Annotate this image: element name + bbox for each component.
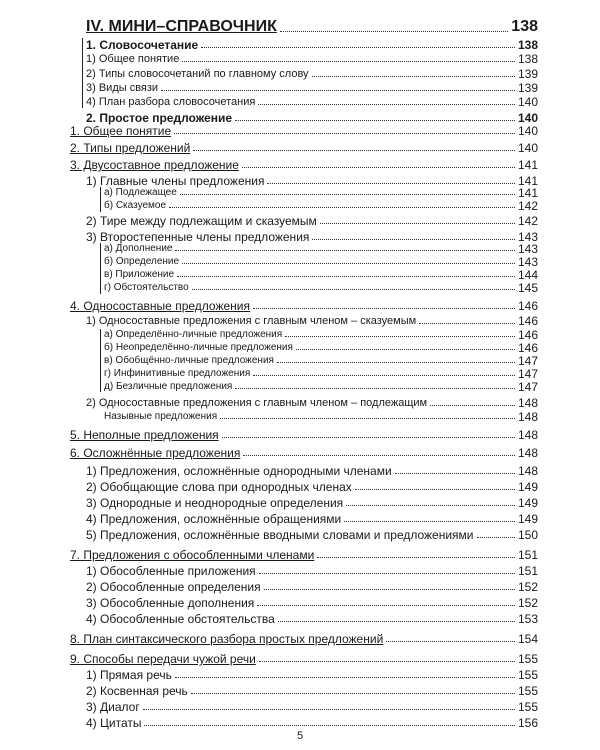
toc-entry-title: г) Инфинитивные предложения [104,368,251,379]
toc-leader-dots [280,31,508,32]
toc-leader-dots [278,621,515,622]
toc-leader-dots [161,90,515,91]
toc-leader-dots [201,47,515,48]
toc-entry-page: 143 [517,255,538,269]
toc-entry-title: 4) План разбора словосочетания [86,96,256,108]
toc-entry-page: 143 [517,230,538,244]
toc-entry-title: д) Безличные предложения [104,381,233,392]
toc-entry [86,668,538,682]
toc-leader-dots [259,661,515,662]
page-number: 5 [296,730,304,742]
toc-entry-page: 138 [517,38,538,52]
toc-entry-title: 4. Односоставные предложения [70,299,250,313]
toc-leader-dots [430,405,515,406]
toc-entry-page: 149 [517,496,538,510]
toc-entry-title: 2) Односоставные предложения с главным членом – подлежащим [86,397,428,409]
toc-entry-title: 3) Однородные и неоднородные определения [86,496,344,510]
toc-leader-dots [253,375,515,376]
toc-entry-title: а) Определённо-личные предложения [104,329,283,340]
toc-entry-title: 5) Предложения, осложнённые вводными словами и предложениями [86,528,474,542]
toc-leader-dots [320,223,515,224]
toc-entry [86,174,538,188]
toc-entry-title: а) Дополнение [104,243,173,254]
toc-entry-title: 4) Цитаты [86,716,142,730]
toc-entry-page: 151 [517,564,538,578]
toc-entry [86,496,538,510]
toc-entry [70,548,538,562]
toc-entry-title: 1) Общее понятие [86,53,180,65]
toc-entry [86,564,538,578]
toc-entry-title: 8. План синтаксического разбора простых предложений [70,632,384,646]
toc-leader-dots [174,133,515,134]
toc-leader-dots [144,725,514,726]
toc-entry-page: 146 [517,299,538,313]
toc-entry-page: 148 [517,464,538,478]
toc-entry-title: Назывные предложения [104,411,218,422]
toc-leader-dots [312,76,515,77]
toc-leader-dots [296,349,515,350]
toc-entry-title: 3. Двусоставное предложение [70,158,239,172]
toc-entry-page: 139 [517,67,538,81]
toc-entry-title: 1) Обособленные приложения [86,564,256,578]
toc-leader-dots [317,557,515,558]
toc-entry [86,111,538,125]
toc-entry-title: 1) Предложения, осложнённые однородными членами [86,464,392,478]
toc-entry-page: 147 [517,380,538,394]
toc-entry-page: 148 [517,428,538,442]
toc-leader-dots [182,263,515,264]
toc-leader-dots [419,323,515,324]
toc-entry-title: б) Сказуемое [104,200,167,211]
toc-leader-dots [344,521,515,522]
toc-leader-dots [182,61,515,62]
toc-entry-page: 145 [517,281,538,295]
toc-entry-page: 152 [517,596,538,610]
toc-entry-title: 7. Предложения с обособленными членами [70,548,315,562]
toc-leader-dots [143,709,515,710]
toc-entry-page: 150 [517,528,538,542]
toc-entry [86,580,538,594]
toc-entry-page: 153 [517,612,538,626]
toc-entry [70,652,538,666]
toc-entry-page: 147 [517,354,538,368]
toc-entry [86,315,538,328]
section-rule [100,329,101,392]
toc-entry [104,243,538,255]
toc-leader-dots [222,437,515,438]
toc-entry [86,38,538,52]
toc-entry [70,299,538,313]
toc-entry-title: 3) Обособленные дополнения [86,596,255,610]
toc-leader-dots [193,150,515,151]
toc-entry [70,141,538,155]
toc-entry [104,256,538,268]
toc-entry [104,411,538,423]
toc-entry [86,18,538,36]
section-rule [82,38,83,108]
toc-entry-page: 142 [517,214,538,228]
toc-entry-title: 2) Типы словосочетаний по главному слову [86,68,309,80]
toc-entry [104,200,538,212]
toc-entry-page: 155 [517,700,538,714]
toc-entry-title: 9. Способы передачи чужой речи [70,652,256,666]
toc-entry-page: 151 [517,548,538,562]
toc-entry [86,480,538,494]
toc-entry [104,329,538,341]
toc-leader-dots [175,677,515,678]
toc-leader-dots [242,167,515,168]
toc-entry-page: 138 [517,52,538,66]
toc-leader-dots [477,537,515,538]
toc-entry [86,716,538,730]
toc-leader-dots [191,693,515,694]
toc-entry-page: 140 [517,111,538,125]
toc-entry-title: 3) Диалог [86,700,140,714]
toc-entry-page: 146 [517,314,538,328]
toc-entry-page: 139 [517,81,538,95]
toc-entry [86,53,538,66]
toc-entry [70,428,538,442]
toc-entry [86,397,538,410]
toc-entry-page: 155 [517,668,538,682]
toc-entry-title: б) Определение [104,256,180,267]
toc-leader-dots [253,308,515,309]
toc-entry-title: 2. Простое предложение [86,111,233,125]
toc-leader-dots [169,207,515,208]
toc-leader-dots [175,250,515,251]
toc-entry-page: 146 [517,341,538,355]
toc-entry-page: 141 [517,174,538,188]
toc-leader-dots [395,473,515,474]
toc-entry-page: 149 [517,480,538,494]
toc-entry [86,68,538,81]
toc-entry-title: 2) Тире между подлежащим и сказуемым [86,214,317,228]
toc-entry-title: 1) Главные члены предложения [86,174,265,188]
toc-leader-dots [235,120,515,121]
toc-entry [86,684,538,698]
toc-entry-page: 141 [517,186,538,200]
toc-entry [86,700,538,714]
toc-entry-page: 155 [517,684,538,698]
toc-entry-title: а) Подлежащее [104,187,177,198]
toc-leader-dots [258,104,515,105]
toc-entry-page: 144 [517,268,538,282]
toc-entry-page: 148 [517,446,538,460]
toc-entry [86,214,538,228]
toc-entry-title: 1. Общее понятие [70,124,172,138]
toc-leader-dots [243,455,515,456]
toc-entry-page: 156 [517,716,538,730]
section-rule [100,243,101,294]
toc-leader-dots [346,505,515,506]
toc-leader-dots [177,276,515,277]
toc-entry-title: 3) Второстепенные члены предложения [86,230,310,244]
toc-leader-dots [259,573,515,574]
toc-leader-dots [192,289,515,290]
toc-entry-page: 149 [517,512,538,526]
toc-leader-dots [220,418,515,419]
toc-entry-title: 1) Односоставные предложения с главным членом – сказуемым [86,315,417,327]
toc-entry-title: 2) Косвенная речь [86,684,188,698]
toc-leader-dots [180,194,515,195]
toc-entry-page: 155 [517,652,538,666]
toc-entry-title: б) Неопределённо-личные предложения [104,342,293,353]
toc-leader-dots [355,489,515,490]
toc-entry [86,230,538,244]
toc-leader-dots [235,388,515,389]
toc-entry-title: 6. Осложнённые предложения [70,446,241,460]
toc-entry-title: IV. МИНИ–СПРАВОЧНИК [86,18,277,35]
toc-entry-title: в) Обобщённо-личные предложения [104,355,274,366]
toc-leader-dots [277,362,515,363]
toc-entry [86,528,538,542]
section-rule [100,187,101,212]
toc-entry-page: 142 [517,199,538,213]
toc-leader-dots [267,183,515,184]
toc-entry [86,464,538,478]
toc-entry-title: 2. Типы предложений [70,141,191,155]
toc-entry [86,612,538,626]
toc-leader-dots [312,239,515,240]
toc-entry-title: 1. Словосочетание [86,38,199,52]
toc-entry-title: 4) Обособленные обстоятельства [86,612,275,626]
toc-entry-title: в) Приложение [104,269,175,280]
toc-entry [86,512,538,526]
toc-entry-title: г) Обстоятельство [104,282,189,293]
toc-entry [104,381,538,393]
toc-entry [104,342,538,354]
toc-entry-page: 140 [517,95,538,109]
toc-entry-page: 148 [517,410,538,424]
toc-entry-title: 2) Обобщающие слова при однородных членах [86,480,352,494]
toc-entry-page: 143 [517,242,538,256]
toc-entry-page: 146 [517,328,538,342]
toc-entry-page: 140 [517,124,538,138]
toc-entry [86,96,538,109]
toc-entry [70,632,538,646]
toc-entry-page: 138 [511,18,538,35]
toc-entry [104,282,538,294]
toc-leader-dots [386,641,515,642]
toc-entry-page: 148 [517,396,538,410]
toc-entry-page: 147 [517,367,538,381]
toc-entry-title: 4) Предложения, осложнённые обращениями [86,512,342,526]
toc-entry-page: 141 [517,158,538,172]
toc-entry-page: 140 [517,141,538,155]
toc-entry-page: 154 [517,632,538,646]
toc-entry-title: 2) Обособленные определения [86,580,261,594]
toc-entry [104,368,538,380]
toc-entry-title: 3) Виды связи [86,82,159,94]
toc-entry [70,446,538,460]
toc-leader-dots [285,336,515,337]
toc-leader-dots [257,605,515,606]
toc-entry [70,124,538,138]
toc-entry [104,355,538,367]
toc-entry [104,187,538,199]
toc-entry [86,596,538,610]
toc-entry [86,82,538,95]
toc-leader-dots [264,589,515,590]
toc-entry-page: 152 [517,580,538,594]
toc-entry [104,269,538,281]
toc-entry-title: 1) Прямая речь [86,668,172,682]
toc-entry [70,158,538,172]
toc-entry-title: 5. Неполные предложения [70,428,219,442]
